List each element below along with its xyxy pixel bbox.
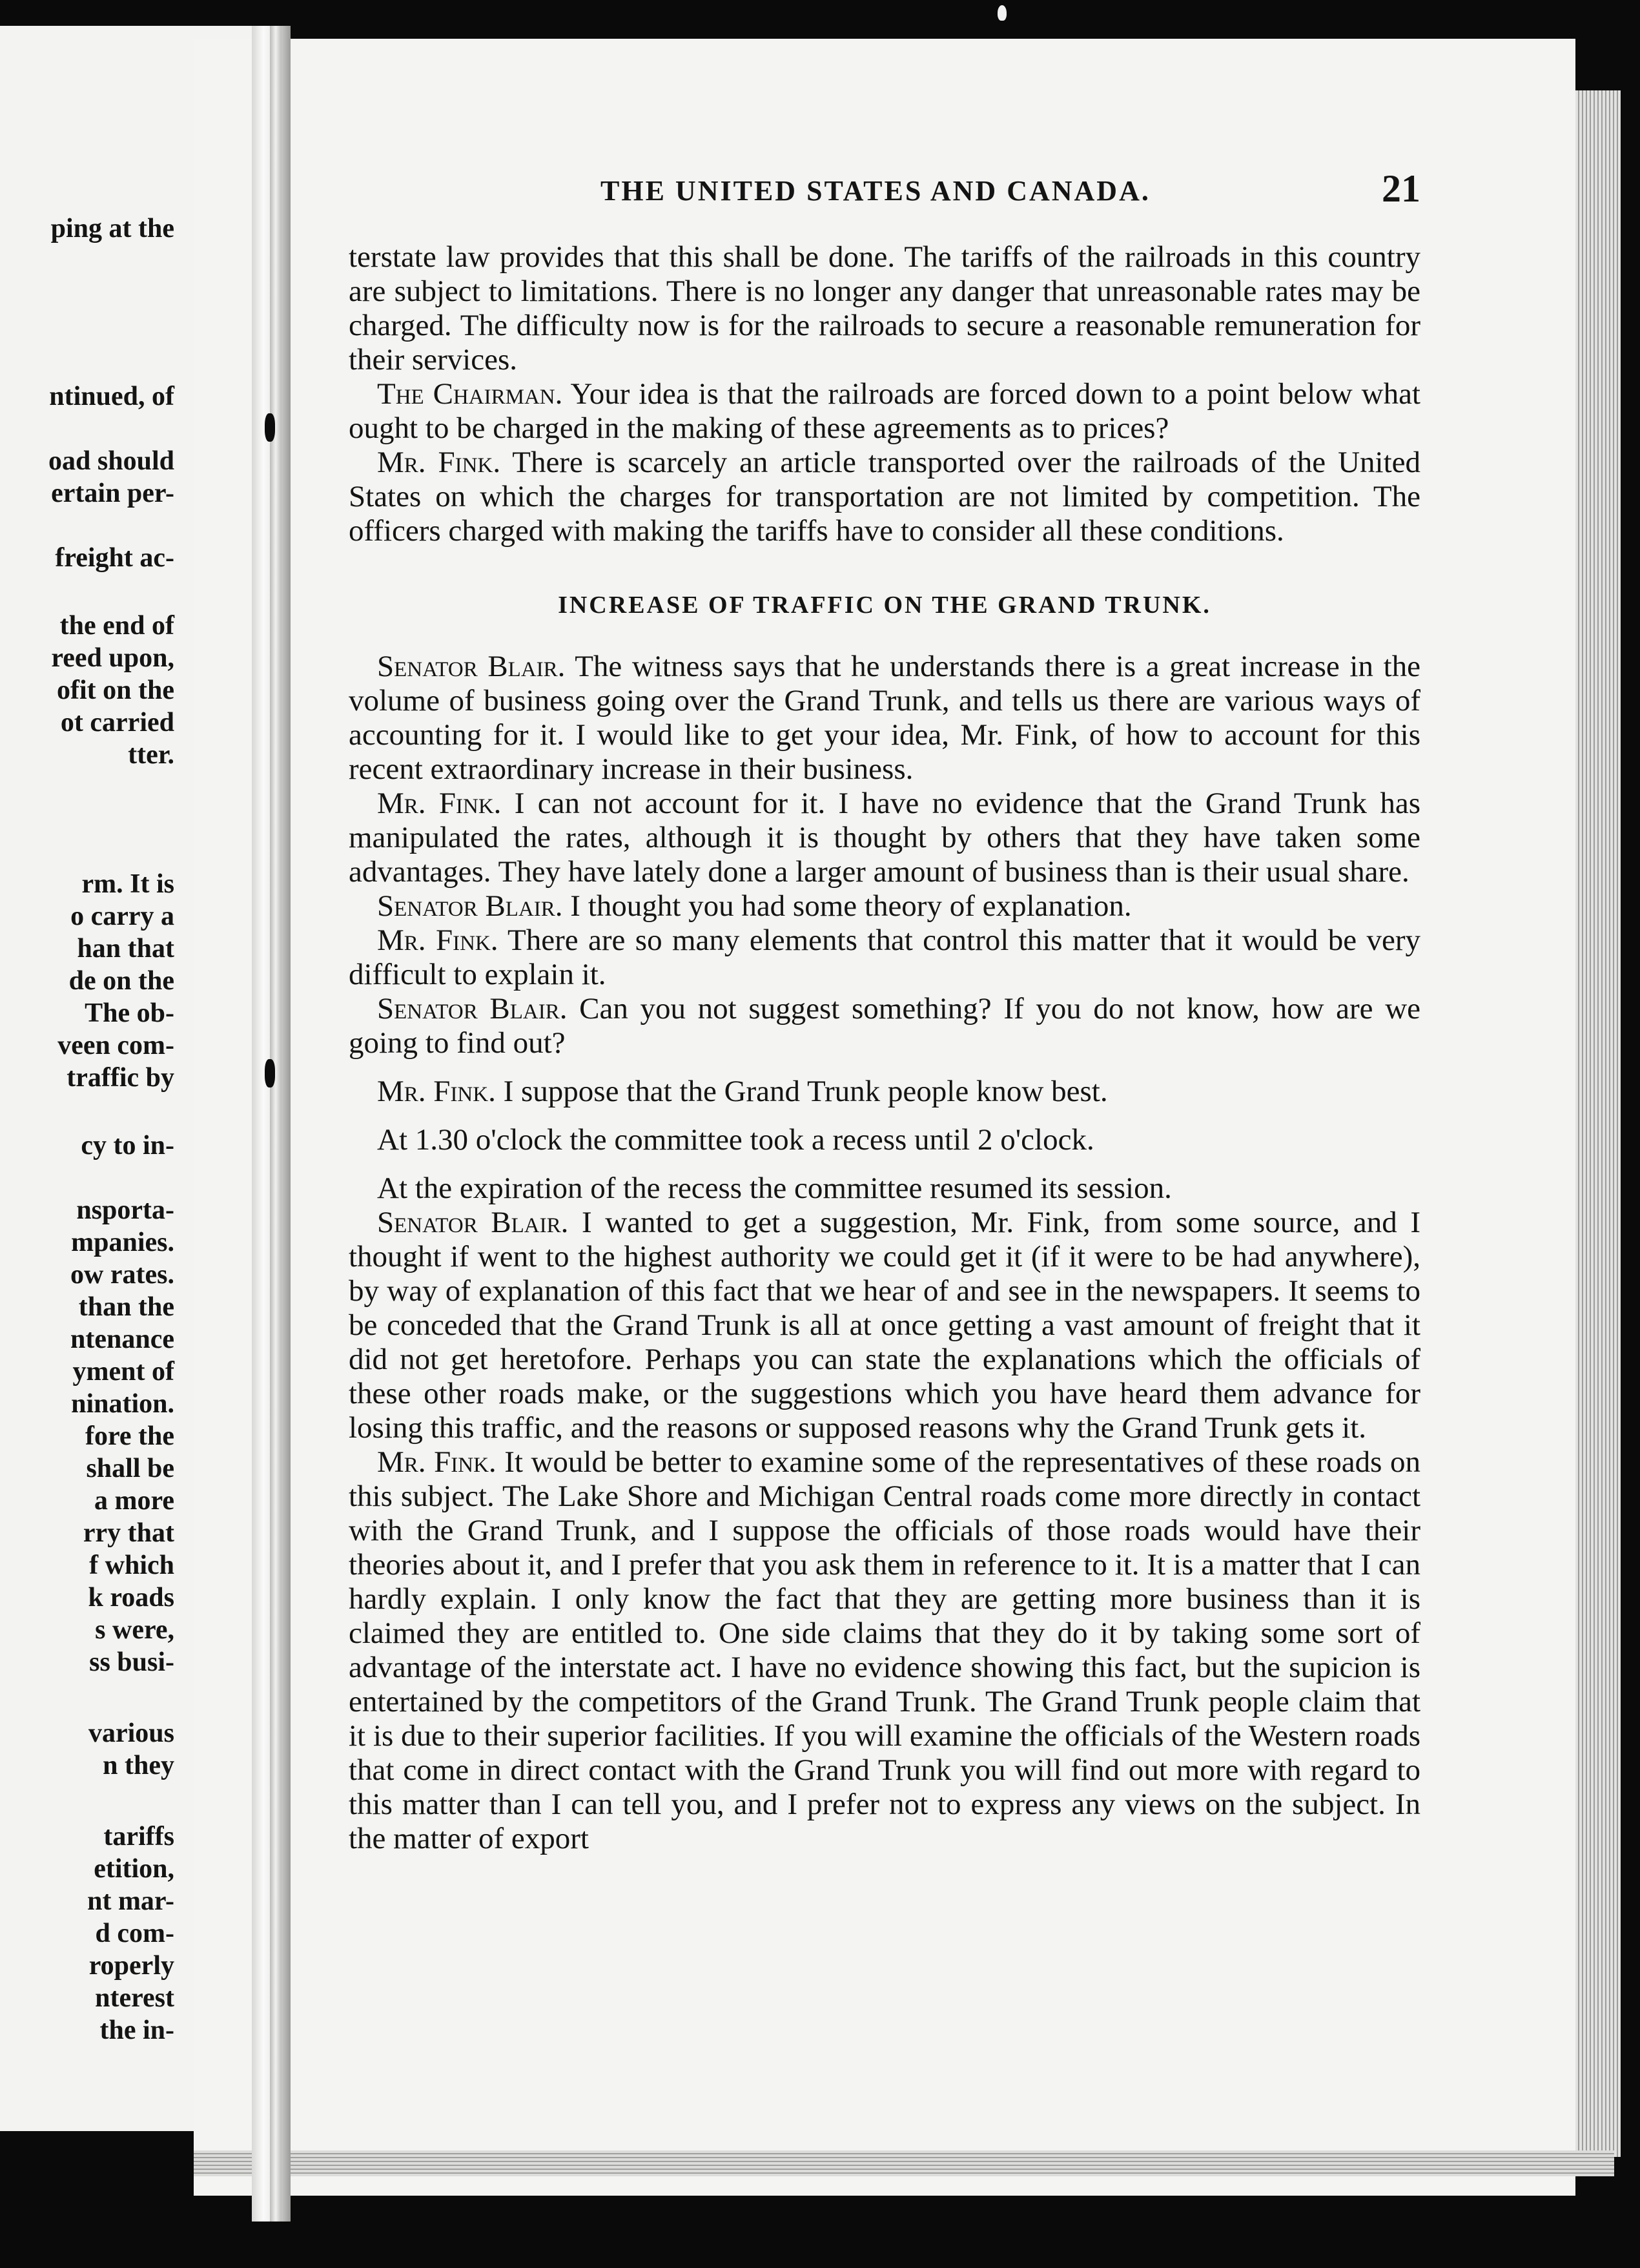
binding-hole (265, 1059, 275, 1088)
speaker: Mr. Fink. (377, 787, 502, 820)
speaker: Mr. Fink. (377, 923, 498, 957)
left-page-line: the in- (99, 2015, 174, 2045)
speaker: The Chairman. (377, 377, 563, 411)
scan-mark (998, 5, 1007, 21)
left-page-line: fore the (85, 1421, 174, 1451)
left-page-line: ot carried (60, 708, 174, 737)
left-page-line: de on the (68, 966, 174, 996)
paragraph-text: Can you not suggest something? If you do not know, how are we going to find out? (349, 992, 1420, 1060)
paragraph-text: Your idea is that the railroads are forced down to a point below what ought to be charged in the making of these agreements as to prices? (349, 377, 1420, 445)
left-page-line: ntenance (70, 1325, 174, 1354)
speaker: Senator Blair. (377, 992, 568, 1026)
speaker: Senator Blair. (377, 650, 566, 683)
left-page-line: rm. It is (81, 869, 174, 899)
left-page-line: n they (103, 1751, 174, 1780)
left-page-line: tter. (128, 740, 174, 770)
left-page-line: yment of (72, 1357, 174, 1387)
paragraph-text: At 1.30 o'clock the committee took a recess until 2 o'clock. (377, 1123, 1094, 1157)
paragraph-text: I suppose that the Grand Trunk people know best. (495, 1075, 1108, 1108)
left-page-line: nterest (95, 1983, 174, 2013)
left-page-line: han that (77, 934, 174, 964)
left-page-line: oad should (48, 446, 174, 476)
body-text (349, 240, 1420, 1856)
left-page-line: ofit on the (57, 675, 174, 705)
spine-shadow (270, 26, 282, 2222)
left-page-line: ss busi- (89, 1647, 174, 1677)
left-page-line: o carry a (70, 902, 174, 931)
left-page-line: f which (89, 1551, 174, 1580)
left-page-line: than the (78, 1292, 174, 1322)
paragraph (349, 787, 1420, 889)
left-page-line: s were, (95, 1615, 174, 1645)
left-page-line: ntinued, of (49, 382, 174, 411)
left-page-line: shall be (86, 1454, 174, 1483)
left-page-line: traffic by (67, 1063, 174, 1093)
paragraph-text: At the expiration of the recess the committee resumed its session. (377, 1171, 1172, 1205)
left-page-text (0, 26, 174, 2131)
paragraph (349, 1206, 1420, 1445)
left-page-line: ow rates. (70, 1260, 174, 1290)
paragraph (349, 1123, 1420, 1157)
left-page-line: the end of (59, 611, 174, 641)
left-page-line: nination. (71, 1389, 174, 1419)
left-page-line: cy to in- (81, 1131, 174, 1160)
left-page-line: ping at the (50, 214, 174, 243)
paragraph (349, 650, 1420, 787)
left-page-line: various (88, 1718, 174, 1748)
speaker: Mr. Fink. (377, 1445, 497, 1479)
speaker: Senator Blair. (377, 1206, 569, 1239)
left-page-line: mpanies. (71, 1228, 174, 1257)
paragraph (349, 992, 1420, 1060)
left-page-line: veen com- (57, 1031, 174, 1060)
paragraph (349, 1075, 1420, 1109)
running-head: THE UNITED STATES AND CANADA. (600, 175, 1151, 207)
speaker: Mr. Fink. (377, 446, 501, 479)
paragraph (349, 446, 1420, 548)
left-page-line: d com- (95, 1919, 174, 1948)
left-page-line: nt mar- (87, 1886, 174, 1916)
speaker: Senator Blair. (377, 889, 563, 923)
left-page-line: k roads (88, 1583, 174, 1613)
page-edges (1575, 90, 1621, 2157)
paragraph-text: I wanted to get a suggestion, Mr. Fink, from some source, and I thought if went to the highest authority we could get it (if it were to be had anywhere), by way of explanation of this fact that we hear of and see in the newspapers. It seems to be conceded that the Grand Trunk is all at once getting a vast amount of freight that it did not get heretofore. Perhaps you can state the explanations which the officials of these other roads make, or the suggestions which you have heard them advance for losing this traffic, and the reasons or supposed reasons why the Grand Trunk gets it. (349, 1206, 1421, 1445)
page-bottom-edge (194, 2150, 1614, 2176)
left-page-line: reed upon, (51, 643, 174, 673)
paragraph (349, 1171, 1420, 1206)
left-page-line: freight ac- (55, 543, 174, 573)
paragraph-text: It would be better to examine some of the representatives of these roads on this subject. The Lake Shore and Michigan Central roads come more directly in contact with the Grand Trunk, and I suppose the officials of those roads would have their theories about it, and I prefer that you ask them in reference to it. It is a matter that I can hardly explain. I only know the fact that they are getting more business than it is claimed they are entitled to. One side claims that they do it by taking some sort of advantage of the interstate act. I have no evidence showing this fact, but the supicion is entertained by the competitors of the Grand Trunk. The Grand Trunk people claim that it is due to their superior facilities. If you will examine the officials of the Western roads that come in direct contact with the Grand Trunk you will find out more with regard to this matter than I can tell you, and I prefer not to express any views on the subject. In the matter of export (349, 1445, 1420, 1855)
paragraph-text: The witness says that he understands there is a great increase in the volume of business going over the Grand Trunk, and tells us there are various ways of accounting for it. I would like to get your idea, Mr. Fink, of how to account for this recent extraordinary increase in their business. (349, 650, 1420, 786)
left-page-line: The ob- (85, 998, 174, 1028)
paragraph-text: There is scarcely an article transported over the railroads of the United States on which the charges for transportation are not limited by competition. The officers charged with making the tariffs have to consider all these conditions. (349, 446, 1421, 548)
left-page-line: tariffs (103, 1822, 174, 1851)
speaker: Mr. Fink. (377, 1075, 496, 1108)
left-page-line: nsporta- (76, 1195, 174, 1225)
paragraph (349, 1445, 1420, 1856)
paragraph (349, 889, 1420, 923)
paragraph-text: There are so many elements that control this matter that it would be very difficult to explain it. (349, 923, 1421, 991)
paragraph-text: terstate law provides that this shall be done. The tariffs of the railroads in this country are subject to limitations. There is no longer any danger that unreasonable rates may be charged. The difficulty now is for the railroads to secure a reasonable remuneration for their services. (349, 240, 1420, 376)
page-number: 21 (1382, 167, 1420, 210)
paragraph (349, 923, 1420, 992)
section-heading: INCREASE OF TRAFFIC ON THE GRAND TRUNK. (558, 592, 1211, 619)
left-page-line: roperly (88, 1951, 174, 1981)
left-page-line: ertain per- (51, 479, 174, 508)
paragraph-text: I thought you had some theory of explanation. (562, 889, 1132, 923)
binding-hole (265, 413, 275, 442)
paragraph-text: I can not account for it. I have no evidence that the Grand Trunk has manipulated the rates, although it is thought by others that they have taken some advantages. They have lately done a larger amount of business than is their usual share. (349, 787, 1420, 889)
left-page-line: rry that (83, 1518, 174, 1548)
left-page-line: a more (94, 1486, 174, 1516)
paragraph (349, 240, 1420, 377)
paragraph (349, 377, 1420, 446)
left-page-line: etition, (94, 1854, 174, 1884)
